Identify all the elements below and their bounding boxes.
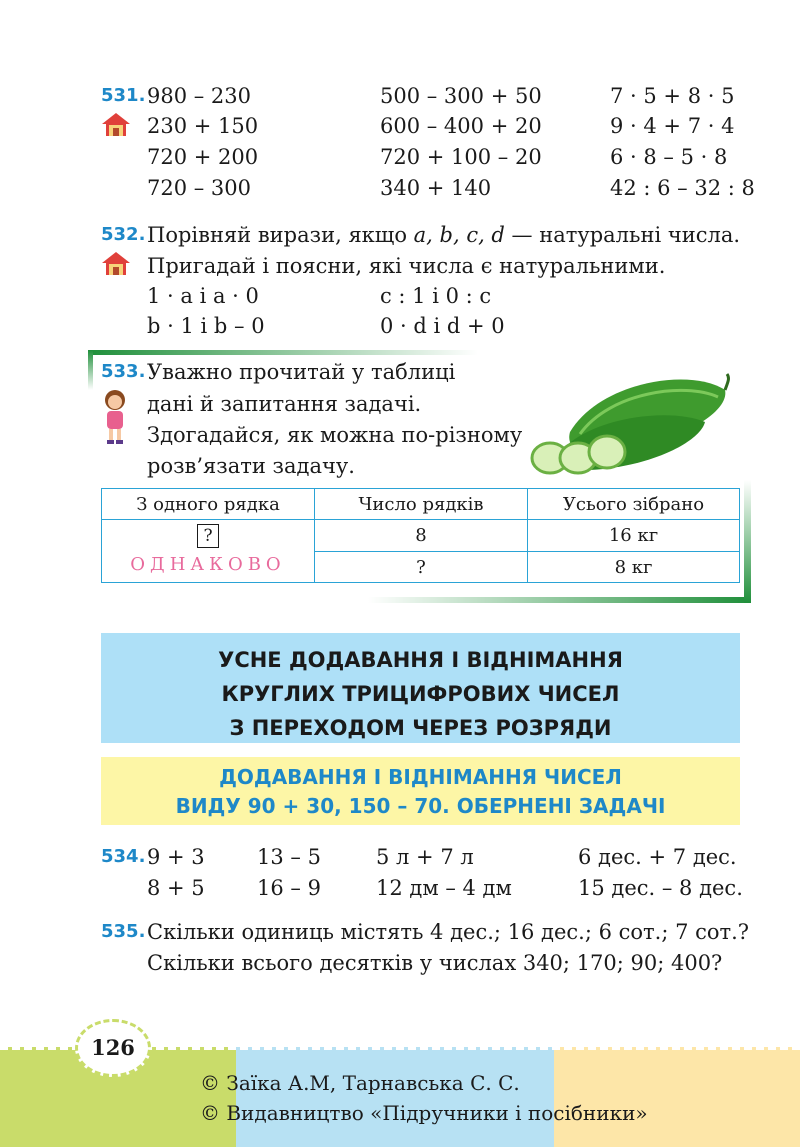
ex534-r2-c1: 8 + 5 [147, 876, 205, 900]
ex531-c3-r2: 9 · 4 + 7 · 4 [610, 114, 735, 138]
ex531-c1-r4: 720 – 300 [147, 176, 252, 200]
ex531-c1-r1: 980 – 230 [147, 84, 252, 108]
lesson-heading-line1: ДОДАВАННЯ І ВІДНІМАННЯ ЧИСЕЛ [219, 765, 622, 789]
ex532-line2: Пригадай і поясни, які числа є натуральними. [147, 254, 666, 278]
footer-band-yellow [554, 1047, 800, 1147]
section-heading-line3: З ПЕРЕХОДОМ ЧЕРЕЗ РОЗРЯДИ [229, 716, 612, 740]
ex532-expr2: c : 1 і 0 : c [380, 284, 492, 308]
copyright-authors: © Заїка А.М, Тарнавська С. С. [200, 1071, 520, 1095]
page-number: 126 [91, 1035, 135, 1060]
ex531-c3-r1: 7 · 5 + 8 · 5 [610, 84, 735, 108]
ex531-c3-r3: 6 · 8 – 5 · 8 [610, 145, 728, 169]
girl-thinking-icon [101, 388, 129, 446]
table-header-total: Усього зібрано [528, 489, 739, 520]
ex532-expr1: 1 · a і a · 0 [147, 284, 259, 308]
lesson-heading-line2: ВИДУ 90 + 30, 150 – 70. ОБЕРНЕНІ ЗАДАЧІ [175, 794, 666, 818]
ex531-c1-r3: 720 + 200 [147, 145, 259, 169]
homework-house-icon [101, 111, 131, 137]
ex531-c2-r2: 600 – 400 + 20 [380, 114, 542, 138]
ex531-c2-r1: 500 – 300 + 50 [380, 84, 542, 108]
ex534-r1-c2: 13 – 5 [257, 845, 321, 869]
question-box: ? [197, 524, 219, 548]
table-r1-row-count: 8 [315, 520, 528, 552]
ex531-c2-r3: 720 + 100 – 20 [380, 145, 542, 169]
ex534-r1-c3: 5 л + 7 л [376, 845, 474, 869]
copyright-publisher: © Видавництво «Підручники і посібники» [200, 1101, 648, 1125]
table-header-row-count: Число рядків [315, 489, 528, 520]
frame-top-line [88, 350, 478, 355]
ex535-line1: Скільки одиниць містять 4 дес.; 16 дес.; 6 сот.; 7 сот.? [147, 920, 750, 944]
ex534-r2-c3: 12 дм – 4 дм [376, 876, 512, 900]
frame-left-line [88, 350, 93, 390]
ex531-c3-r4: 42 : 6 – 32 : 8 [610, 176, 755, 200]
table-r1-total: 16 кг [528, 520, 739, 552]
ex533-table [101, 488, 740, 583]
exercise-534-number: 534. [101, 846, 146, 867]
cucumbers-illustration [530, 372, 735, 477]
exercise-533-number: 533. [101, 361, 146, 382]
lesson-heading [101, 757, 740, 825]
table-r2-row-count: ? [315, 552, 528, 582]
ex535-line2: Скільки всього десятків у числах 340; 170; 90; 400? [147, 951, 723, 975]
frame-bottom-line [368, 597, 751, 603]
ex532-expr4: 0 · d і d + 0 [380, 314, 505, 338]
ex533-line4: розв’язати задачу. [147, 454, 355, 478]
ex532-line1: Порівняй вирази, якщо a, b, c, d — натуральні числа. [147, 223, 741, 247]
section-heading [101, 633, 740, 743]
ex533-line3: Здогадайся, як можна по-різному [147, 423, 523, 447]
ex534-r2-c4: 15 дес. – 8 дес. [578, 876, 743, 900]
exercise-535-number: 535. [101, 921, 146, 942]
ex534-r2-c2: 16 – 9 [257, 876, 321, 900]
ex533-line1: Уважно прочитай у таблиці [147, 360, 456, 384]
frame-right-line [744, 480, 751, 603]
ex534-r1-c4: 6 дес. + 7 дес. [578, 845, 737, 869]
exercise-532-number: 532. [101, 224, 146, 245]
same-label: ОДНАКОВО [130, 554, 286, 575]
ex532-expr3: b · 1 і b – 0 [147, 314, 265, 338]
homework-house-icon [101, 250, 131, 276]
section-heading-line2: КРУГЛИХ ТРИЦИФРОВИХ ЧИСЕЛ [221, 682, 620, 706]
ex531-c2-r4: 340 + 140 [380, 176, 492, 200]
table-r2-total: 8 кг [614, 556, 653, 578]
table-header-per-row: З одного рядка [102, 489, 315, 520]
exercise-531-number: 531. [101, 85, 146, 106]
ex533-line2: дані й запитання задачі. [147, 392, 422, 416]
ex531-c1-r2: 230 + 150 [147, 114, 259, 138]
section-heading-line1: УСНЕ ДОДАВАННЯ І ВІДНІМАННЯ [218, 648, 623, 672]
table-per-row-cell [102, 520, 315, 582]
ex534-r1-c1: 9 + 3 [147, 845, 205, 869]
